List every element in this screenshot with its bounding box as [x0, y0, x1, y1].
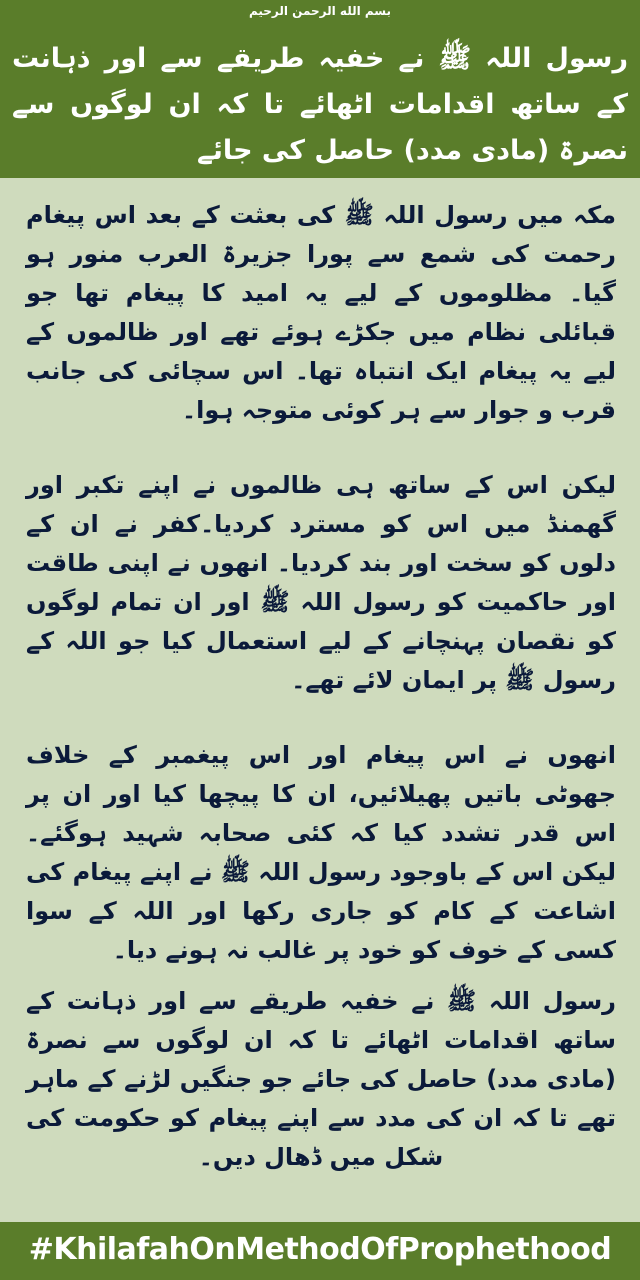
- hashtag-text: #KhilafahOnMethodOfProphethood: [28, 1232, 612, 1267]
- paragraph-4: رسول اللہ ﷺ نے خفیہ طریقے سے اور ذہانت کے ساتھ اقدامات اٹھائے تا کہ ان لوگوں سے نصرۃ (مادی مدد) حاصل کی جائے جو جنگیں لڑنے کے ماہر تھے تا کہ ان کی مدد سے اپنے پیغام کو حکومت کی شکل میں ڈھال دیں۔: [26, 987, 616, 1171]
- paragraph-3: انھوں نے اس پیغام اور اس پیغمبر کے خلاف جھوٹی باتیں پھیلائیں، ان کا پیچھا کیا اور ان پر اس قدر تشدد کیا کہ کئی صحابہ شہید ہوگئے۔ لیکن اس کے باوجود رسول اللہ ﷺ نے اپنے پیغام کی اشاعت کے کام کو جاری رکھا اور اللہ کے سوا کسی کے خوف کو خود پر غالب نہ ہونے دیا۔: [26, 741, 616, 964]
- paragraph-1: مکہ میں رسول اللہ ﷺ کی بعثت کے بعد اس پیغام رحمت کی شمع سے پورا جزیرۃ العرب منور ہو گیا۔ مظلوموں کے لیے یہ امید کا پیغام تھا جو قبائلی نظام میں جکڑے ہوئے تھے اور ظالموں کے لیے یہ پیغام ایک انتباہ تھا۔ اس سچائی کی جانب قرب و جوار سے ہر کوئی متوجہ ہوا۔: [26, 201, 616, 424]
- page-title: رسول اللہ ﷺ نے خفیہ طریقے سے اور ذہانت کے ساتھ اقدامات اٹھائے تا کہ ان لوگوں سے نصرۃ (مادی مدد) حاصل کی جائے: [12, 43, 628, 166]
- footer-banner: [0, 1222, 640, 1280]
- header-banner: [0, 0, 640, 178]
- bismillah-text: بسم الله الرحمن الرحيم: [248, 4, 392, 18]
- paragraph-2: لیکن اس کے ساتھ ہی ظالموں نے اپنے تکبر اور گھمنڈ میں اس کو مسترد کردیا۔کفر نے ان کے دلوں کو سخت اور بند کردیا۔ انھوں نے اپنی طاقت اور حاکمیت کو رسول اللہ ﷺ اور ان تمام لوگوں کو نقصان پہنچانے کے لیے استعمال کیا جو اللہ کے رسول ﷺ پر ایمان لائے تھے۔: [26, 471, 616, 694]
